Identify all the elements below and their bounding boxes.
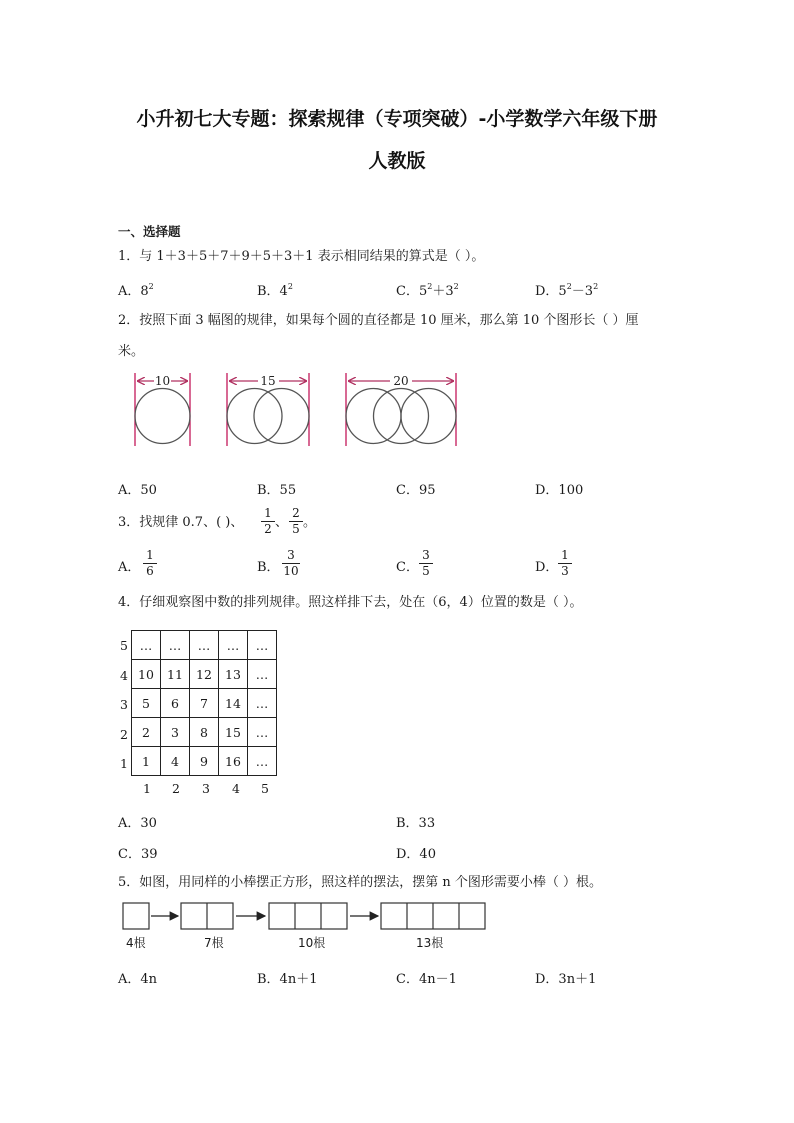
q5-option-b: B．4n＋1	[257, 972, 318, 987]
q3-option-d-label: D．	[535, 560, 559, 575]
grid-cell: …	[248, 718, 277, 747]
page-title: 小升初七大专题：探索规律（专项突破）-小学数学六年级下册	[136, 108, 658, 130]
grid-cell: 10	[132, 660, 161, 689]
grid-cell: 11	[161, 660, 190, 689]
q4-option-c: C．39	[118, 847, 158, 862]
grid-cell: …	[248, 660, 277, 689]
col-label: 4	[232, 781, 240, 796]
col-label: 1	[143, 781, 151, 796]
q5-option-a: A．4n	[118, 972, 158, 987]
grid-cell: …	[248, 747, 277, 776]
grid-cell: 2	[132, 718, 161, 747]
q3-fraction-2: 2 5	[289, 507, 303, 536]
question-3: 3．找规律 0.7、( )、	[118, 515, 244, 530]
q3-end: 。	[303, 515, 317, 530]
grid-cell: 8	[190, 718, 219, 747]
col-label: 2	[172, 781, 180, 796]
grid-cell: 16	[219, 747, 248, 776]
row-label: 3	[120, 697, 128, 712]
figure-1-label: 10	[154, 374, 171, 388]
q2-option-c: C．95	[396, 483, 436, 498]
grid-cell: 14	[219, 689, 248, 718]
question-5: 5．如图，用同样的小棒摆正方形，照这样的摆法，摆第 n 个图形需要小棒（ ）根。	[118, 875, 603, 890]
grid-cell: …	[248, 631, 277, 660]
q3-option-b: 3 10	[283, 548, 299, 578]
q1-option-b: B．$4^2$	[257, 282, 293, 299]
row-label: 1	[120, 756, 128, 771]
question-2: 2．按照下面 3 幅图的规律，如果每个圆的直径都是 10 厘米，那么第 10 个图形长（ ）厘	[118, 313, 639, 328]
col-label: 5	[261, 781, 269, 796]
q5-option-c: C．4n－1	[396, 972, 457, 987]
row-label: 4	[120, 668, 128, 683]
q3-option-c: 3 5	[419, 549, 433, 578]
q2-option-a: A．50	[118, 483, 157, 498]
grid-cell: …	[190, 631, 219, 660]
grid-cell: 9	[190, 747, 219, 776]
q3-option-d: 1 3	[558, 549, 572, 578]
grid-cell: …	[248, 689, 277, 718]
q4-option-d: D．40	[396, 847, 436, 862]
grid-cell: …	[161, 631, 190, 660]
col-label: 3	[202, 781, 210, 796]
q1-option-d: D．$5^2-3^2$	[535, 282, 599, 299]
count-label-4: 13根	[416, 936, 444, 950]
q1-option-a: A．$8^2$	[118, 282, 154, 299]
grid-cell: …	[132, 631, 161, 660]
grid-cell: 4	[161, 747, 190, 776]
question-2-line2: 米。	[118, 344, 145, 359]
q3-option-a: 1 6	[143, 549, 157, 578]
grid-cell: 7	[190, 689, 219, 718]
section-heading: 一、选择题	[118, 224, 181, 239]
grid-cell: …	[219, 631, 248, 660]
grid-cell: 15	[219, 718, 248, 747]
row-label: 5	[120, 638, 128, 653]
q3-option-b-label: B．	[257, 560, 280, 575]
count-label-2: 7根	[204, 936, 224, 950]
grid-cell: 12	[190, 660, 219, 689]
q5-option-d: D．3n＋1	[535, 972, 597, 987]
square-group-1	[123, 903, 149, 929]
q2-option-d: D．100	[535, 483, 584, 498]
figure-2-label: 15	[260, 374, 276, 388]
q1-option-c: C．$5^2+3^2$	[396, 282, 459, 299]
question-1: 1．与 1＋3＋5＋7＋9＋5＋3＋1 表示相同结果的算式是（ ）。	[118, 249, 485, 264]
q4-option-a: A．30	[118, 816, 157, 831]
grid-cell: 3	[161, 718, 190, 747]
question-4: 4．仔细观察图中数的排列规律。照这样排下去，处在（6，4）位置的数是（ ）。	[118, 595, 583, 610]
grid-cell: 1	[132, 747, 161, 776]
page-title-line2: 人教版	[368, 150, 426, 172]
square-group-3	[269, 903, 347, 929]
grid-cell: 5	[132, 689, 161, 718]
grid-cell: 6	[161, 689, 190, 718]
q4-option-b: B．33	[396, 816, 436, 831]
count-label-1: 4根	[126, 936, 146, 950]
count-label-3: 10根	[298, 936, 326, 950]
q3-option-a-label: A．	[118, 560, 141, 575]
q3-option-c-label: C．	[396, 560, 419, 575]
row-label: 2	[120, 727, 128, 742]
q3-fraction-1: 1 2	[261, 507, 275, 536]
figure-3-label: 20	[393, 374, 409, 388]
grid-cell: 13	[219, 660, 248, 689]
q3-separator: 、	[275, 515, 289, 530]
q2-option-b: B．55	[257, 483, 297, 498]
